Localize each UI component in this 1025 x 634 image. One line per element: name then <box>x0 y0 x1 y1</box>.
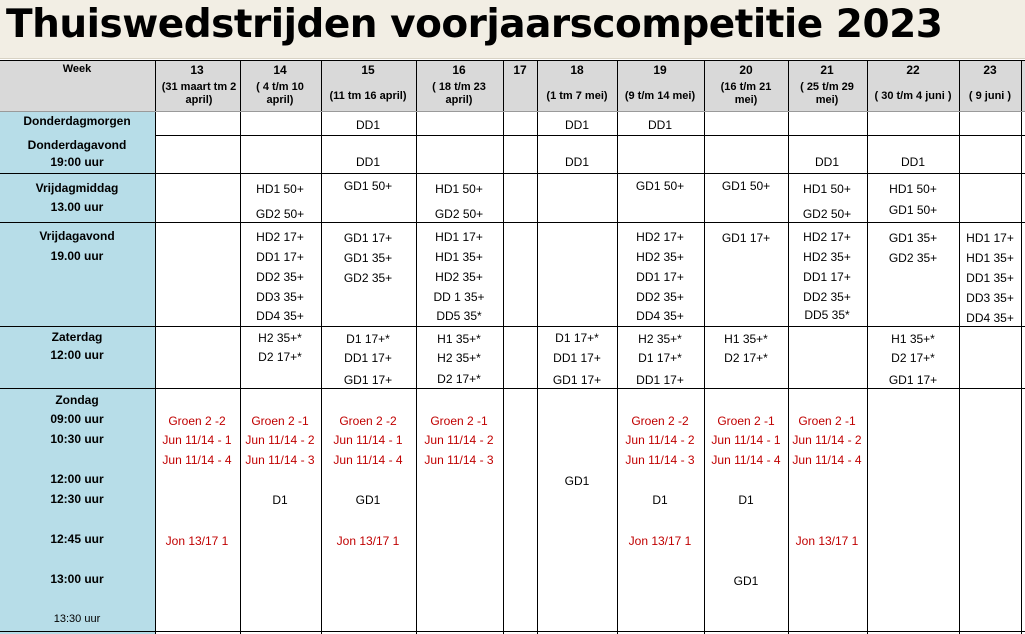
match-entry: GD2 35+ <box>888 251 938 265</box>
match-entry: GD1 35+ <box>888 231 938 245</box>
row-label-time: 12:00 uur <box>50 472 104 486</box>
match-entry: D1 17+* <box>555 331 599 345</box>
match-entry: GD1 17+ <box>721 231 771 245</box>
row-divider <box>155 135 1025 136</box>
week-number: 17 <box>513 63 527 77</box>
col-divider <box>416 60 417 634</box>
match-entry: GD1 <box>733 574 759 588</box>
match-entry: DD1 <box>355 155 381 169</box>
match-entry: Jun 11/14 - 4 <box>792 453 862 467</box>
match-entry: GD1 50+ <box>343 179 393 193</box>
row-label-time: 13:30 uur <box>53 613 101 625</box>
match-entry: DD3 35+ <box>256 290 304 304</box>
row-label-vrijdagavond: Vrijdagavond <box>39 229 115 243</box>
row-label-time: 13:00 uur <box>50 572 104 586</box>
col-divider <box>321 60 322 634</box>
row-divider <box>0 173 1025 174</box>
match-entry: DD1 17+ <box>636 270 684 284</box>
row-label-zondag: Zondag <box>55 393 99 407</box>
match-entry: D1 <box>272 493 288 507</box>
match-entry: HD2 35+ <box>435 270 483 284</box>
match-entry: Jon 13/17 1 <box>165 534 229 548</box>
week-number: 14 <box>273 63 287 77</box>
match-entry: Jun 11/14 - 3 <box>424 453 494 467</box>
match-entry: D1 <box>738 493 754 507</box>
match-entry: DD1 <box>900 155 926 169</box>
col-divider <box>503 60 504 634</box>
match-entry: D1 17+* <box>638 351 682 365</box>
match-entry: D2 17+* <box>437 372 481 386</box>
match-entry: Jun 11/14 - 4 <box>162 453 232 467</box>
match-entry: Jun 11/14 - 2 <box>245 433 315 447</box>
match-entry: HD1 50+ <box>803 182 851 196</box>
match-entry: HD2 17+ <box>803 230 851 244</box>
row-label-donderdagmorgen: Donderdagmorgen <box>23 114 131 128</box>
match-entry: HD2 35+ <box>636 250 684 264</box>
match-entry: Jun 11/14 - 4 <box>711 453 781 467</box>
col-divider <box>788 60 789 634</box>
col-divider <box>704 60 705 634</box>
match-entry: DD2 35+ <box>803 290 851 304</box>
match-entry: HD1 50+ <box>435 182 483 196</box>
match-entry: Groen 2 -2 <box>339 414 397 428</box>
col-divider <box>867 60 868 634</box>
match-entry: Groen 2 -2 <box>168 414 226 428</box>
match-entry: Jun 11/14 - 3 <box>625 453 695 467</box>
page-title: Thuiswedstrijden voorjaarscompetitie 2023 <box>6 2 943 47</box>
match-entry: Jun 11/14 - 4 <box>333 453 403 467</box>
week-dates: (16 t/m 21 mei) <box>720 81 772 106</box>
row-label-time: 10:30 uur <box>50 432 104 446</box>
match-entry: D1 17+* <box>346 332 390 346</box>
row-label-time: 13.00 uur <box>50 200 104 214</box>
week-dates: (31 maart tm 2 april) <box>161 81 237 106</box>
week-dates: ( 18 t/m 23 april) <box>432 81 486 106</box>
match-entry: HD1 17+ <box>966 231 1014 245</box>
match-entry: GD1 50+ <box>721 179 771 193</box>
week-dates: (1 tm 7 mei) <box>546 90 608 102</box>
match-entry: DD5 35* <box>436 309 482 323</box>
col-divider <box>1021 60 1022 634</box>
match-entry: GD2 50+ <box>255 207 305 221</box>
row-divider <box>0 326 1025 327</box>
match-entry: Jun 11/14 - 2 <box>792 433 862 447</box>
match-entry: H2 35+* <box>437 351 481 365</box>
match-entry: D1 <box>652 493 668 507</box>
match-entry: DD1 17+ <box>553 351 601 365</box>
match-entry: DD4 35+ <box>636 309 684 323</box>
match-entry: DD1 17+ <box>256 250 304 264</box>
week-dates: ( 30 t/m 4 juni ) <box>874 90 952 102</box>
match-entry: DD1 17+ <box>636 373 684 387</box>
match-entry: GD2 50+ <box>434 207 484 221</box>
row-label-time: 19:00 uur <box>50 155 104 169</box>
match-entry: DD1 17+ <box>344 351 392 365</box>
match-entry: HD2 17+ <box>256 230 304 244</box>
match-entry: DD1 <box>647 118 673 132</box>
match-entry: DD1 35+ <box>966 271 1014 285</box>
match-entry: GD1 <box>355 493 381 507</box>
row-label-time: 09:00 uur <box>50 412 104 426</box>
week-number: 21 <box>820 63 834 77</box>
match-entry: DD3 35+ <box>966 291 1014 305</box>
match-entry: Groen 2 -1 <box>717 414 775 428</box>
row-divider <box>0 631 1025 632</box>
match-entry: GD1 17+ <box>343 373 393 387</box>
match-entry: HD2 17+ <box>636 230 684 244</box>
match-entry: Groen 2 -1 <box>798 414 856 428</box>
week-number: 22 <box>906 63 920 77</box>
week-dates: ( 4 t/m 10 april) <box>256 81 304 106</box>
week-number: 19 <box>653 63 667 77</box>
match-entry: GD1 35+ <box>343 251 393 265</box>
match-entry: Jun 11/14 - 1 <box>333 433 403 447</box>
match-entry: HD1 35+ <box>966 251 1014 265</box>
match-entry: Jon 13/17 1 <box>336 534 400 548</box>
match-entry: DD2 35+ <box>256 270 304 284</box>
match-entry: Jon 13/17 1 <box>628 534 692 548</box>
match-entry: Groen 2 -1 <box>430 414 488 428</box>
row-label-time: 12:00 uur <box>50 348 104 362</box>
match-entry: DD4 35+ <box>256 309 304 323</box>
match-entry: DD1 <box>814 155 840 169</box>
match-entry: GD1 17+ <box>552 373 602 387</box>
match-entry: GD1 50+ <box>635 179 685 193</box>
week-dates: ( 9 juni ) <box>968 90 1012 102</box>
week-number: 23 <box>983 63 997 77</box>
match-entry: HD1 50+ <box>889 182 937 196</box>
col-divider <box>537 60 538 634</box>
match-entry: DD5 35* <box>804 308 850 322</box>
row-divider <box>0 222 1025 223</box>
match-entry: Groen 2 -1 <box>251 414 309 428</box>
match-entry: Jun 11/14 - 1 <box>162 433 232 447</box>
col-divider <box>240 60 241 634</box>
match-entry: DD4 35+ <box>966 311 1014 325</box>
match-entry: HD2 35+ <box>803 250 851 264</box>
match-entry: HD1 50+ <box>256 182 304 196</box>
match-entry: DD1 17+ <box>803 270 851 284</box>
match-entry: GD1 50+ <box>888 203 938 217</box>
match-entry: DD2 35+ <box>636 290 684 304</box>
row-divider <box>0 388 1025 389</box>
row-label-time: 19.00 uur <box>50 249 104 263</box>
match-entry: H2 35+* <box>258 331 302 345</box>
match-entry: HD1 17+ <box>435 230 483 244</box>
row-label-zaterdag: Zaterdag <box>51 330 103 344</box>
week-dates: (9 t/m 14 mei) <box>624 90 696 102</box>
week-number: 15 <box>361 63 375 77</box>
col-divider <box>155 60 156 634</box>
week-header-label: Week <box>62 63 92 75</box>
match-entry: H1 35+* <box>891 332 935 346</box>
week-dates: ( 25 t/m 29 mei) <box>800 81 854 106</box>
match-entry: DD 1 35+ <box>433 290 485 304</box>
col-divider <box>617 60 618 634</box>
match-entry: GD1 17+ <box>888 373 938 387</box>
match-entry: Jon 13/17 1 <box>795 534 859 548</box>
row-label-vrijdagmiddag: Vrijdagmiddag <box>35 181 119 195</box>
match-entry: H2 35+* <box>638 332 682 346</box>
week-number: 18 <box>570 63 584 77</box>
match-entry: Jun 11/14 - 2 <box>424 433 494 447</box>
match-entry: GD1 <box>564 474 590 488</box>
match-entry: Groen 2 -2 <box>631 414 689 428</box>
week-dates: (11 tm 16 april) <box>329 90 407 102</box>
row-label-time: 12:30 uur <box>50 492 104 506</box>
row-label-time: 12:45 uur <box>50 532 104 546</box>
col-divider <box>959 60 960 634</box>
match-entry: GD1 17+ <box>343 231 393 245</box>
match-entry: DD1 <box>355 118 381 132</box>
match-entry: HD1 35+ <box>435 250 483 264</box>
match-entry: H1 35+* <box>437 332 481 346</box>
row-label-donderdagavond: Donderdagavond <box>27 138 127 152</box>
match-entry: H1 35+* <box>724 332 768 346</box>
match-entry: GD2 50+ <box>802 207 852 221</box>
match-entry: Jun 11/14 - 3 <box>245 453 315 467</box>
week-number: 13 <box>190 63 204 77</box>
week-number: 20 <box>739 63 753 77</box>
row-divider <box>0 111 1025 112</box>
row-divider <box>0 60 1025 61</box>
match-entry: DD1 <box>564 155 590 169</box>
match-entry: Jun 11/14 - 1 <box>711 433 781 447</box>
match-entry: GD2 35+ <box>343 271 393 285</box>
match-entry: DD1 <box>564 118 590 132</box>
week-number: 16 <box>452 63 466 77</box>
match-entry: Jun 11/14 - 2 <box>625 433 695 447</box>
match-entry: D2 17+* <box>724 351 768 365</box>
match-entry: D2 17+* <box>258 350 302 364</box>
match-entry: D2 17+* <box>891 351 935 365</box>
